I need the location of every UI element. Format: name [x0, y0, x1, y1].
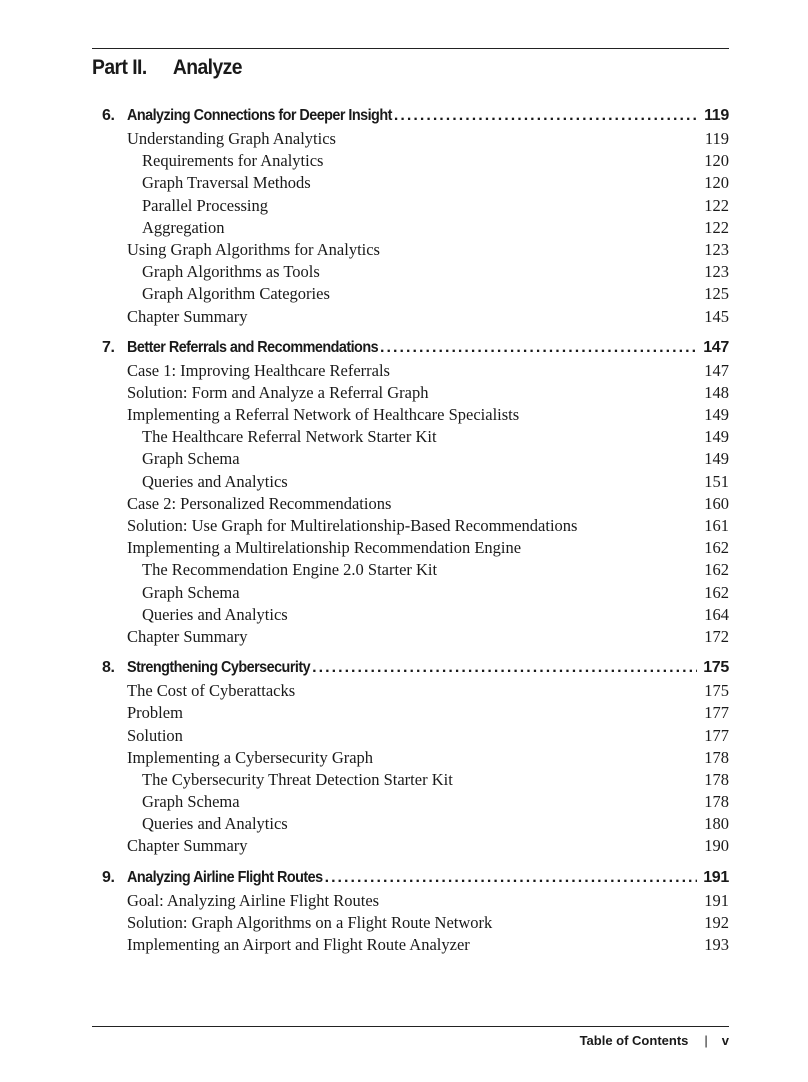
toc-entry[interactable] — [102, 725, 729, 747]
entry-title: Solution: Form and Analyze a Referral Graph — [127, 382, 429, 402]
entry-title: Chapter Summary — [127, 836, 248, 856]
entry-title: Queries and Analytics — [142, 471, 288, 491]
table-of-contents — [102, 104, 729, 964]
toc-chapter — [102, 104, 729, 328]
part-label: Part II. — [92, 56, 147, 79]
toc-chapter-row[interactable] — [102, 336, 729, 360]
chapter-number: 6. — [102, 107, 115, 124]
chapter-page-number: 119 — [704, 107, 729, 124]
entry-page-number: 123 — [704, 262, 729, 282]
entry-page-number: 172 — [704, 626, 729, 646]
entry-title: Graph Traversal Methods — [142, 173, 311, 193]
footer-page-number: v — [721, 1033, 729, 1048]
entry-page-number: 149 — [704, 427, 729, 447]
dot-leader — [310, 656, 697, 680]
entry-page-number: 119 — [704, 129, 729, 148]
entry-title: Understanding Graph Analytics — [127, 129, 336, 148]
entry-title: Aggregation — [142, 217, 225, 237]
toc-entry[interactable] — [102, 493, 729, 515]
entry-title: Chapter Summary — [127, 626, 248, 646]
toc-entry[interactable] — [102, 791, 729, 813]
toc-entry[interactable] — [102, 912, 729, 934]
toc-entry[interactable] — [102, 769, 729, 791]
entry-title: Implementing an Airport and Flight Route Analyzer — [127, 935, 470, 954]
toc-entry[interactable] — [102, 582, 729, 604]
chapter-title: Better Referrals and Recommendations — [127, 338, 379, 356]
top-rule — [92, 48, 729, 49]
entry-title: The Recommendation Engine 2.0 Starter Kit — [142, 560, 438, 580]
entry-title: Case 1: Improving Healthcare Referrals — [127, 360, 390, 380]
entry-page-number: 122 — [704, 217, 729, 237]
toc-entry[interactable] — [102, 515, 729, 537]
entry-title: Solution — [127, 725, 183, 745]
entry-title: Parallel Processing — [142, 195, 269, 215]
entry-title: Graph Algorithms as Tools — [142, 262, 320, 282]
entry-page-number: 177 — [704, 703, 729, 723]
entry-page-number: 178 — [704, 769, 729, 789]
toc-entry[interactable] — [102, 702, 729, 724]
entry-page-number: 147 — [704, 360, 729, 380]
entry-title: Requirements for Analytics — [142, 151, 324, 171]
dot-leader — [378, 336, 697, 360]
toc-entry[interactable] — [102, 537, 729, 559]
entry-page-number: 177 — [704, 725, 729, 745]
entry-title: Graph Schema — [142, 792, 240, 812]
toc-chapter-row[interactable] — [102, 104, 729, 128]
entry-page-number: 125 — [704, 284, 729, 304]
entry-title: Graph Algorithm Categories — [142, 284, 330, 304]
toc-entry[interactable] — [102, 382, 729, 404]
chapter-title: Analyzing Airline Flight Routes — [127, 868, 323, 886]
bottom-rule — [92, 1026, 729, 1027]
chapter-page-number: 175 — [703, 659, 729, 677]
footer-separator: | — [704, 1033, 708, 1048]
entry-title: Implementing a Cybersecurity Graph — [127, 747, 374, 767]
entry-title: Queries and Analytics — [142, 604, 288, 624]
toc-entry[interactable] — [102, 934, 729, 956]
entry-page-number: 122 — [704, 195, 729, 215]
toc-chapter-row[interactable] — [102, 656, 729, 680]
toc-entry[interactable] — [102, 195, 729, 217]
chapter-number: 8. — [102, 659, 115, 677]
entry-page-number: 164 — [704, 604, 729, 624]
entry-title: Chapter Summary — [127, 306, 248, 326]
toc-entry[interactable] — [102, 426, 729, 448]
dot-leader — [323, 866, 698, 890]
toc-entry[interactable] — [102, 626, 729, 648]
entry-title: Implementing a Referral Network of Healthcare Specialists — [127, 405, 520, 425]
chapter-title: Analyzing Connections for Deeper Insight — [127, 107, 392, 124]
toc-entry[interactable] — [102, 680, 729, 702]
entry-page-number: 162 — [704, 582, 729, 602]
toc-entry[interactable] — [102, 604, 729, 626]
toc-entry[interactable] — [102, 559, 729, 581]
entry-page-number: 190 — [704, 836, 729, 856]
chapter-title: Strengthening Cybersecurity — [127, 659, 311, 677]
entry-title: Solution: Use Graph for Multirelationship-Based Recommendations — [127, 516, 578, 535]
entry-page-number: 145 — [704, 306, 729, 326]
part-title: Analyze — [172, 56, 242, 79]
entry-page-number: 175 — [704, 681, 729, 701]
part-heading — [92, 56, 242, 80]
entry-page-number: 192 — [704, 912, 729, 932]
chapter-number: 7. — [102, 338, 115, 356]
entry-title: Case 2: Personalized Recommendations — [127, 493, 392, 513]
toc-entry[interactable] — [102, 471, 729, 493]
chapter-page-number: 147 — [703, 338, 729, 356]
entry-page-number: 191 — [704, 890, 729, 910]
entry-page-number: 178 — [704, 792, 729, 812]
entry-title: Graph Schema — [142, 449, 240, 469]
entry-page-number: 120 — [704, 173, 729, 193]
entry-page-number: 120 — [704, 151, 729, 171]
entry-title: Solution: Graph Algorithms on a Flight Route Network — [127, 912, 493, 932]
footer-label: Table of Contents — [579, 1033, 689, 1048]
entry-title: The Cybersecurity Threat Detection Starter Kit — [142, 769, 453, 789]
entry-title: The Healthcare Referral Network Starter Kit — [142, 427, 437, 447]
entry-title: Queries and Analytics — [142, 814, 288, 834]
chapter-page-number: 191 — [703, 868, 729, 886]
page-footer — [580, 1033, 729, 1048]
toc-chapter — [102, 866, 729, 957]
entry-title: Graph Schema — [142, 582, 240, 602]
toc-chapter-row[interactable] — [102, 866, 729, 890]
toc-entry[interactable] — [102, 306, 729, 328]
entry-title: Using Graph Algorithms for Analytics — [127, 239, 380, 259]
entry-title: Implementing a Multirelationship Recommendation Engine — [127, 538, 522, 558]
toc-entry[interactable] — [102, 150, 729, 172]
entry-page-number: 123 — [704, 239, 729, 259]
toc-entry[interactable] — [102, 890, 729, 912]
toc-entry[interactable] — [102, 813, 729, 835]
toc-entry[interactable] — [102, 128, 729, 150]
dot-leader — [392, 104, 698, 128]
entry-page-number: 160 — [704, 493, 729, 513]
entry-title: Goal: Analyzing Airline Flight Routes — [127, 890, 380, 910]
toc-entry[interactable] — [102, 239, 729, 261]
entry-page-number: 162 — [704, 560, 729, 580]
toc-entry[interactable] — [102, 283, 729, 305]
entry-page-number: 193 — [704, 935, 729, 954]
entry-page-number: 148 — [704, 382, 729, 402]
toc-entry[interactable] — [102, 261, 729, 283]
entry-page-number: 161 — [704, 516, 729, 535]
toc-entry[interactable] — [102, 747, 729, 769]
entry-title: Problem — [127, 703, 183, 723]
entry-page-number: 180 — [704, 814, 729, 834]
toc-entry[interactable] — [102, 835, 729, 857]
toc-entry[interactable] — [102, 217, 729, 239]
toc-chapter — [102, 336, 729, 648]
entry-page-number: 149 — [704, 405, 729, 425]
entry-page-number: 149 — [704, 449, 729, 469]
entry-page-number: 151 — [704, 471, 729, 491]
toc-entry[interactable] — [102, 404, 729, 426]
toc-entry[interactable] — [102, 448, 729, 470]
toc-chapter — [102, 656, 729, 858]
chapter-number: 9. — [102, 868, 115, 886]
entry-page-number: 178 — [704, 747, 729, 767]
entry-page-number: 162 — [704, 538, 729, 558]
entry-title: The Cost of Cyberattacks — [127, 681, 296, 701]
toc-entry[interactable] — [102, 360, 729, 382]
toc-entry[interactable] — [102, 172, 729, 194]
